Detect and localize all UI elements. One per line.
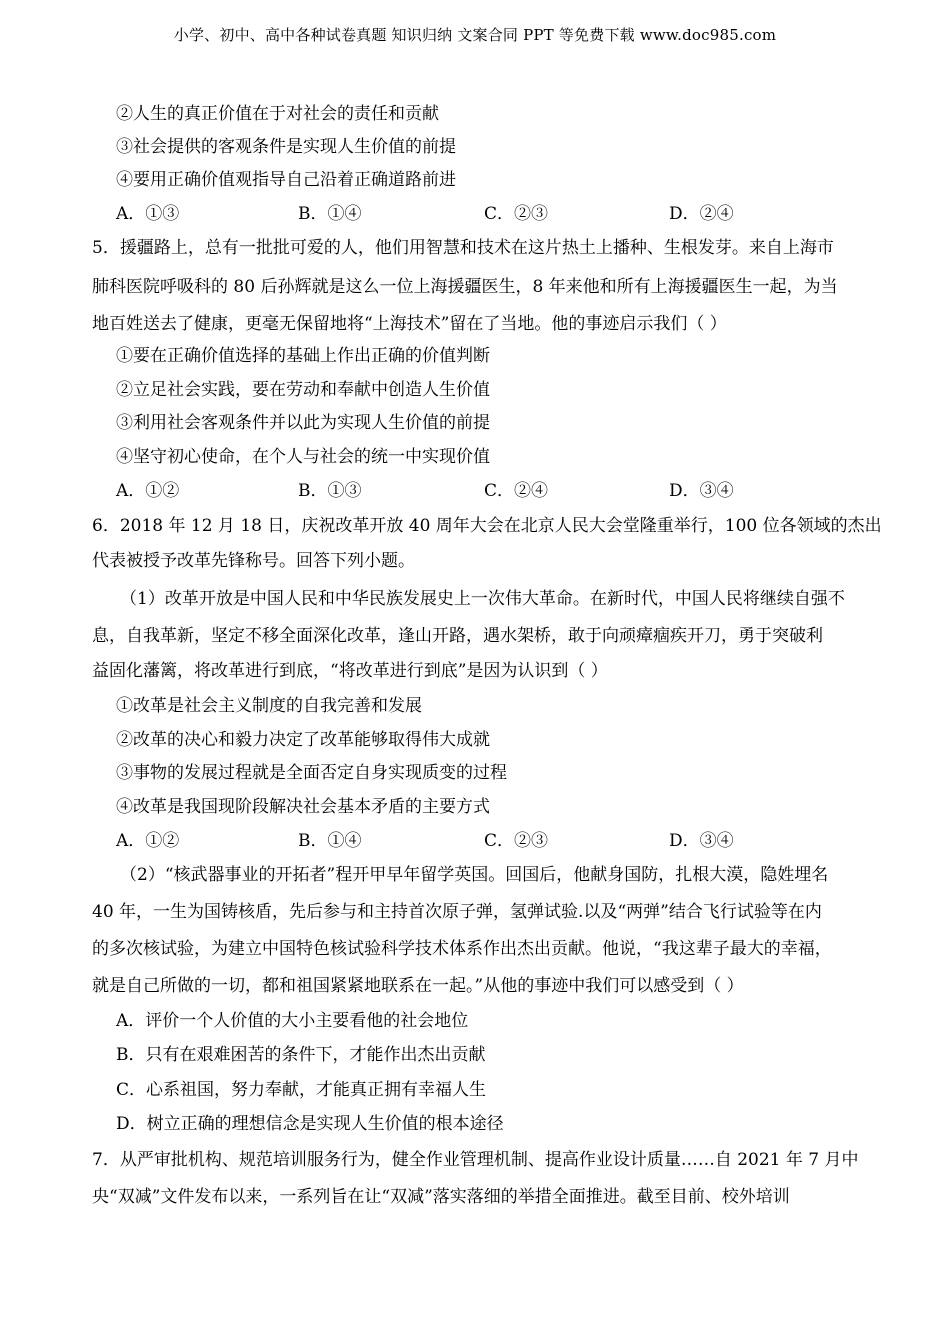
q4-item-2: ②人生的真正价值在于对社会的责任和贡献 <box>116 104 439 124</box>
q5-stem-line-3: 地百姓送去了健康，更毫无保留地将“上海技术”留在了当地。他的事迹启示我们（ ） <box>92 314 727 334</box>
q4-item-3: ③社会提供的客观条件是实现人生价值的前提 <box>116 137 456 157</box>
q5-option-c: C．②④ <box>484 481 549 501</box>
page-header: 小学、初中、高中各种试卷真题 知识归纳 文案合同 PPT 等免费下载 www.doc985.com <box>173 26 777 44</box>
q6-1-stem-line-1: （1）改革开放是中国人民和中华民族发展史上一次伟大革命。在新时代，中国人民将继续自强不 <box>120 589 845 609</box>
q5-option-b: B．①③ <box>298 481 362 501</box>
q5-stem-line-2: 肺科医院呼吸科的 80 后孙辉就是这么一位上海援疆医生，8 年来他和所有上海援疆医生一起，为当 <box>92 277 838 297</box>
q6-1-option-c: C．②③ <box>484 831 549 851</box>
q6-1-item-2: ②改革的决心和毅力决定了改革能够取得伟大成就 <box>116 730 490 750</box>
q6-1-item-4: ④改革是我国现阶段解决社会基本矛盾的主要方式 <box>116 797 490 817</box>
q5-item-4: ④坚守初心使命，在个人与社会的统一中实现价值 <box>116 447 490 467</box>
q6-2-option-b: B．只有在艰难困苦的条件下，才能作出杰出贡献 <box>116 1045 486 1065</box>
q6-1-option-d: D．③④ <box>669 831 734 851</box>
q6-2-stem-line-3: 的多次核试验，为建立中国特色核试验科学技术体系作出杰出贡献。他说，“我这辈子最大的幸福， <box>92 939 832 959</box>
q5-item-3: ③利用社会客观条件并以此为实现人生价值的前提 <box>116 413 490 433</box>
q6-2-stem-line-2: 40 年，一生为国铸核盾，先后参与和主持首次原子弹，氢弹试验.以及“两弹”结合飞行试验等在内 <box>92 902 822 922</box>
q6-2-option-a: A．评价一个人价值的大小主要看他的社会地位 <box>116 1011 469 1031</box>
q4-option-a: A．①③ <box>116 204 180 224</box>
q7-stem-line-2: 央“双减”文件发布以来，一系列旨在让“双减”落实落细的举措全面推进。截至目前、校外培训 <box>92 1187 790 1207</box>
q5-option-a: A．①② <box>116 481 180 501</box>
q5-option-d: D．③④ <box>669 481 734 501</box>
q6-2-stem-line-1: （2）“核武器事业的开拓者”程开甲早年留学英国。回国后，他献身国防，扎根大漠，隐姓埋名 <box>120 865 829 885</box>
q6-2-stem-line-4: 就是自己所做的一切，都和祖国紧紧地联系在一起。”从他的事迹中我们可以感受到（ ） <box>92 976 744 996</box>
q5-item-2: ②立足社会实践，要在劳动和奉献中创造人生价值 <box>116 380 490 400</box>
q6-1-item-3: ③事物的发展过程就是全面否定自身实现质变的过程 <box>116 763 507 783</box>
q6-1-stem-line-2: 息，自我革新，坚定不移全面深化改革，逢山开路，遇水架桥，敢于向顽瘴痼疾开刀，勇于突破利 <box>92 626 823 646</box>
q4-option-d: D．②④ <box>669 204 734 224</box>
q6-1-stem-line-3: 益固化藩篱，将改革进行到底，“将改革进行到底”是因为认识到（ ） <box>92 661 608 681</box>
q6-2-option-c: C．心系祖国，努力奉献，才能真正拥有幸福人生 <box>116 1080 487 1100</box>
q4-option-b: B．①④ <box>298 204 362 224</box>
q5-item-1: ①要在正确价值选择的基础上作出正确的价值判断 <box>116 346 490 366</box>
q6-stem-line-1: 6．2018 年 12 月 18 日，庆祝改革开放 40 周年大会在北京人民大会堂隆重举行，100 位各领域的杰出 <box>92 516 882 536</box>
q6-1-option-a: A．①② <box>116 831 180 851</box>
q4-option-c: C．②③ <box>484 204 549 224</box>
q6-1-option-b: B．①④ <box>298 831 362 851</box>
q5-stem-line-1: 5．援疆路上，总有一批批可爱的人，他们用智慧和技术在这片热土上播种、生根发芽。来自上海市 <box>92 238 834 258</box>
q7-stem-line-1: 7．从严审批机构、规范培训服务行为，健全作业管理机制、提高作业设计质量……自 2021 年 7 月中 <box>92 1150 859 1170</box>
q4-item-4: ④要用正确价值观指导自己沿着正确道路前进 <box>116 170 456 190</box>
q6-2-option-d: D．树立正确的理想信念是实现人生价值的根本途径 <box>116 1114 504 1134</box>
q6-stem-line-2: 代表被授予改革先锋称号。回答下列小题。 <box>92 551 415 571</box>
q6-1-item-1: ①改革是社会主义制度的自我完善和发展 <box>116 696 422 716</box>
